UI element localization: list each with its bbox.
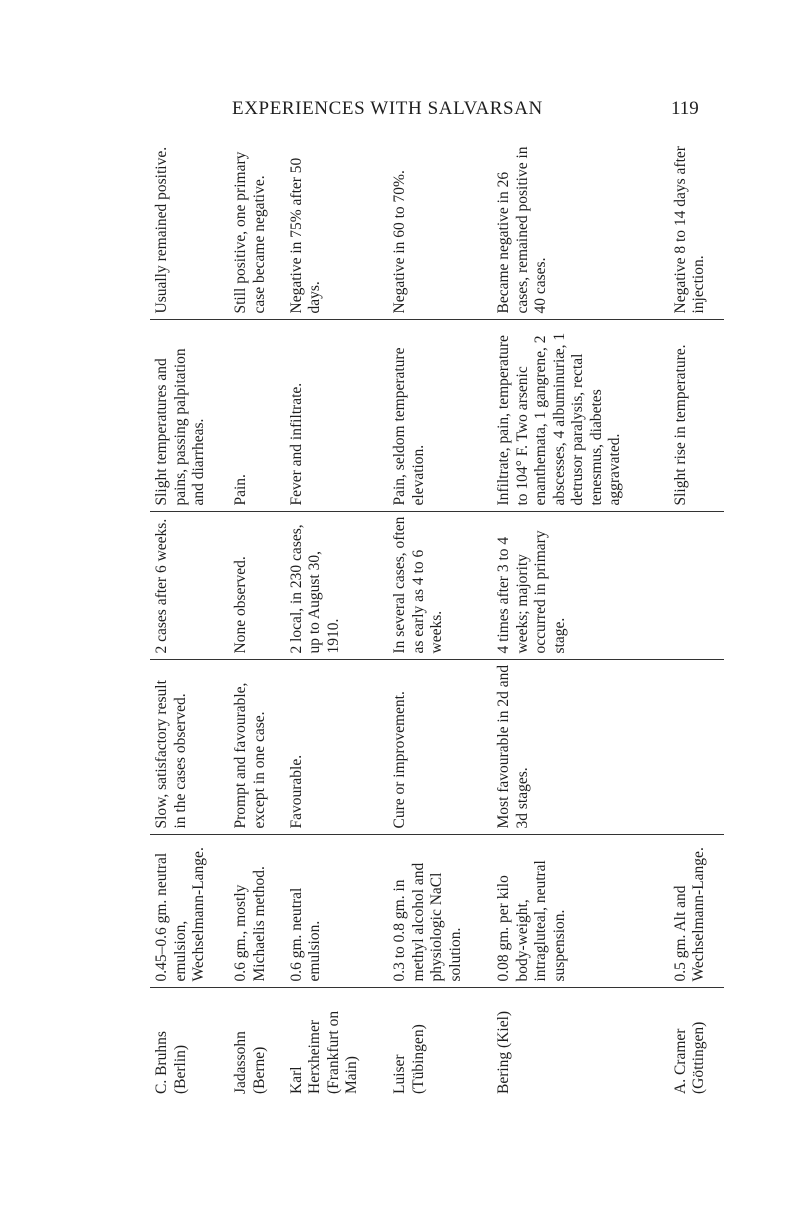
dose-cell: 0.3 to 0.8 gm. in methyl alcohol and physiologic NaCl solution. (388, 835, 492, 988)
result-cell: Favourable. (285, 660, 389, 835)
table-row (492, 140, 669, 1100)
result-cell: Prompt and favourable, except in one case. (229, 660, 284, 835)
recurrences-cell: 2 local, in 230 cases, up to August 30, 1910. (285, 512, 389, 660)
wassermann-cell: Still positive, one primary case became negative. (229, 140, 284, 320)
dose-cell: 0.6 gm. neutral emulsion. (285, 835, 389, 988)
dose-cell: 0.08 gm. per kilo body-weight, intragluteal, neutral suspension. (492, 835, 669, 988)
table-row (150, 140, 229, 1100)
recurrences-cell: None observed. (229, 512, 284, 660)
result-cell: Most favourable in 2d and 3d stages. (492, 660, 669, 835)
author-cell: Jadassohn (Berne) (232, 1031, 268, 1094)
result-cell (669, 660, 724, 835)
author-cell: Karl Herxheimer (Frankfurt on Main) (287, 1010, 361, 1094)
page-header (0, 98, 800, 128)
rotated-table (150, 140, 724, 1100)
result-cell: Cure or improvement. (388, 660, 492, 835)
recurrences-cell (669, 512, 724, 660)
wassermann-cell: Negative in 75% after 50 days. (285, 140, 389, 320)
running-title: EXPERIENCES WITH SALVARSAN (232, 98, 543, 119)
complications-cell: Slight temperatures and pains, passing palpitation and diarrheas. (150, 320, 229, 512)
dose-cell: 0.5 gm. Alt and Wechselmann-Lange. (669, 835, 724, 988)
dose-cell: 0.6 gm., mostly Michaelis method. (229, 835, 284, 988)
author-cell: Bering (Kiel) (495, 1010, 513, 1094)
result-cell: Slow, satisfactory result in the cases observed. (150, 660, 229, 835)
recurrences-cell: In several cases, often as early as 4 to 6 weeks. (388, 512, 492, 660)
wassermann-cell: Negative 8 to 14 days after injection. (669, 140, 724, 320)
wassermann-cell: Usually remained positive. (150, 140, 229, 320)
complications-cell: Slight rise in temperature. (669, 320, 724, 512)
complications-cell: Pain. (229, 320, 284, 512)
complications-cell: Infiltrate, pain, temperature to 104° F. Two arsenic enanthemata, 1 gangrene, 2 abscesses, 4 albuminuriæ, 1 detrusor paralysis, rectal tenesmus, diabetes aggravated. (492, 320, 669, 512)
author-cell: Luiser (Tübingen) (391, 1024, 427, 1094)
wassermann-cell: Negative in 60 to 70%. (388, 140, 492, 320)
complications-cell: Pain, seldom temperature elevation. (388, 320, 492, 512)
recurrences-cell: 4 times after 3 to 4 weeks; majority occurred in primary stage. (492, 512, 669, 660)
table-row (229, 140, 284, 1100)
author-cell: C. Bruhns (Berlin) (153, 1031, 189, 1094)
dose-cell: 0.45–0.6 gm. neutral emulsion, Wechselmann-Lange. (150, 835, 229, 988)
page-number: 119 (671, 98, 699, 119)
salvarsan-results-table (150, 140, 724, 1100)
table-row (388, 140, 492, 1100)
recurrences-cell: 2 cases after 6 weeks. (150, 512, 229, 660)
table-row (669, 140, 724, 1100)
author-cell: A. Cramer (Göttingen) (671, 1021, 708, 1094)
wassermann-cell: Became negative in 26 cases, remained positive in 40 cases. (492, 140, 669, 320)
table-row (285, 140, 389, 1100)
complications-cell: Fever and infiltrate. (285, 320, 389, 512)
